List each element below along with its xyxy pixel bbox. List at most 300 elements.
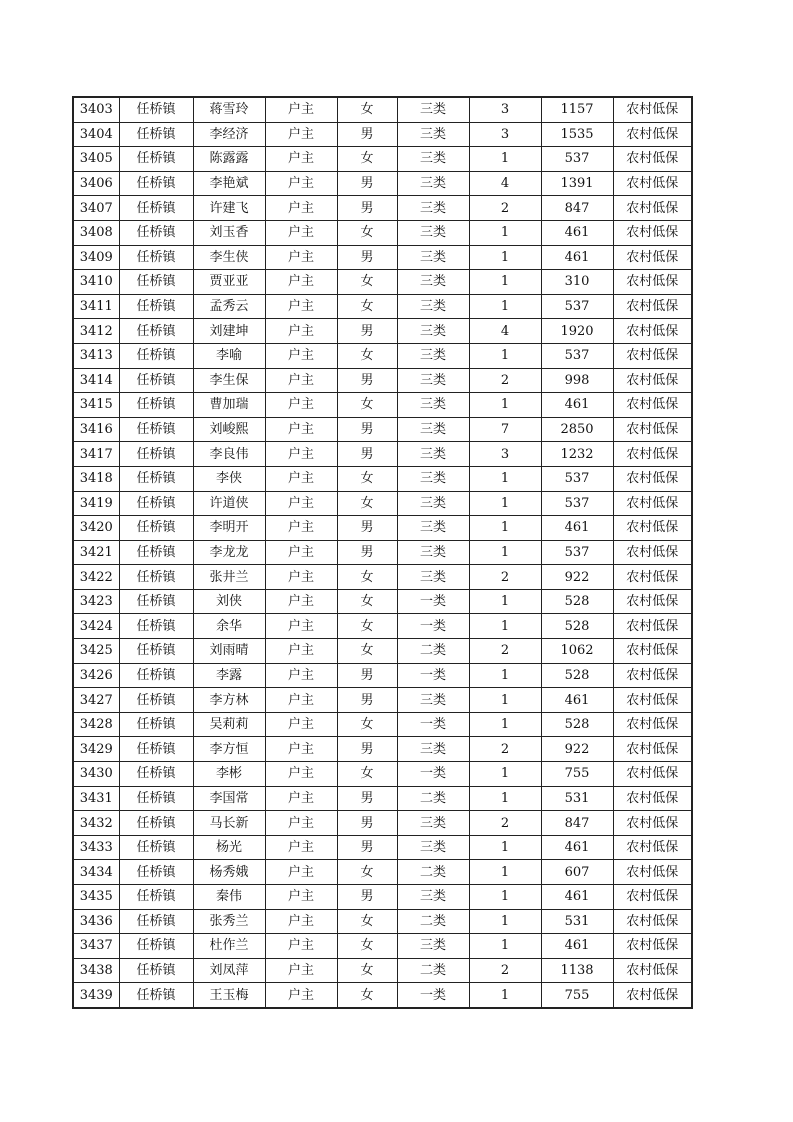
table-row: [73, 860, 692, 885]
table-row: [73, 417, 692, 442]
role-cell: 户主: [265, 147, 337, 172]
name-cell: 蒋雪玲: [193, 97, 265, 122]
assistance-type-cell: 农村低保: [613, 712, 692, 737]
gender-cell: 男: [337, 417, 397, 442]
household-size-cell: 1: [469, 786, 541, 811]
category-cell: 三类: [397, 442, 469, 467]
gender-cell: 女: [337, 712, 397, 737]
serial-cell: 3427: [73, 688, 119, 713]
household-size-cell: 1: [469, 589, 541, 614]
name-cell: 李生侠: [193, 245, 265, 270]
name-cell: 吴莉莉: [193, 712, 265, 737]
name-cell: 刘雨晴: [193, 639, 265, 664]
role-cell: 户主: [265, 565, 337, 590]
assistance-type-cell: 农村低保: [613, 860, 692, 885]
town-cell: 任桥镇: [119, 589, 193, 614]
role-cell: 户主: [265, 885, 337, 910]
category-cell: 一类: [397, 712, 469, 737]
gender-cell: 男: [337, 811, 397, 836]
role-cell: 户主: [265, 368, 337, 393]
gender-cell: 男: [337, 663, 397, 688]
assistance-type-cell: 农村低保: [613, 368, 692, 393]
category-cell: 二类: [397, 909, 469, 934]
name-cell: 刘侠: [193, 589, 265, 614]
serial-cell: 3424: [73, 614, 119, 639]
role-cell: 户主: [265, 196, 337, 221]
amount-cell: 528: [541, 614, 613, 639]
role-cell: 户主: [265, 958, 337, 983]
serial-cell: 3407: [73, 196, 119, 221]
table-row: [73, 393, 692, 418]
gender-cell: 男: [337, 196, 397, 221]
gender-cell: 女: [337, 762, 397, 787]
gender-cell: 女: [337, 97, 397, 122]
role-cell: 户主: [265, 171, 337, 196]
amount-cell: 461: [541, 516, 613, 541]
roster-table: [72, 96, 693, 1009]
assistance-type-cell: 农村低保: [613, 565, 692, 590]
serial-cell: 3431: [73, 786, 119, 811]
table-row: [73, 958, 692, 983]
household-size-cell: 2: [469, 639, 541, 664]
assistance-type-cell: 农村低保: [613, 466, 692, 491]
name-cell: 刘建坤: [193, 319, 265, 344]
amount-cell: 2850: [541, 417, 613, 442]
role-cell: 户主: [265, 442, 337, 467]
assistance-type-cell: 农村低保: [613, 909, 692, 934]
table-row: [73, 639, 692, 664]
town-cell: 任桥镇: [119, 811, 193, 836]
name-cell: 许建飞: [193, 196, 265, 221]
category-cell: 三类: [397, 294, 469, 319]
gender-cell: 女: [337, 220, 397, 245]
category-cell: 三类: [397, 835, 469, 860]
household-size-cell: 1: [469, 983, 541, 1008]
role-cell: 户主: [265, 860, 337, 885]
category-cell: 三类: [397, 122, 469, 147]
amount-cell: 1232: [541, 442, 613, 467]
category-cell: 二类: [397, 639, 469, 664]
gender-cell: 男: [337, 442, 397, 467]
gender-cell: 女: [337, 491, 397, 516]
gender-cell: 男: [337, 786, 397, 811]
table-row: [73, 491, 692, 516]
amount-cell: 461: [541, 220, 613, 245]
household-size-cell: 4: [469, 319, 541, 344]
town-cell: 任桥镇: [119, 762, 193, 787]
household-size-cell: 7: [469, 417, 541, 442]
role-cell: 户主: [265, 712, 337, 737]
town-cell: 任桥镇: [119, 737, 193, 762]
town-cell: 任桥镇: [119, 614, 193, 639]
gender-cell: 女: [337, 565, 397, 590]
serial-cell: 3416: [73, 417, 119, 442]
table-row: [73, 245, 692, 270]
household-size-cell: 3: [469, 97, 541, 122]
household-size-cell: 1: [469, 220, 541, 245]
amount-cell: 998: [541, 368, 613, 393]
role-cell: 户主: [265, 589, 337, 614]
serial-cell: 3421: [73, 540, 119, 565]
name-cell: 李龙龙: [193, 540, 265, 565]
table-row: [73, 294, 692, 319]
name-cell: 孟秀云: [193, 294, 265, 319]
amount-cell: 461: [541, 245, 613, 270]
serial-cell: 3433: [73, 835, 119, 860]
assistance-type-cell: 农村低保: [613, 934, 692, 959]
amount-cell: 461: [541, 688, 613, 713]
serial-cell: 3430: [73, 762, 119, 787]
name-cell: 曹加瑞: [193, 393, 265, 418]
assistance-type-cell: 农村低保: [613, 835, 692, 860]
serial-cell: 3404: [73, 122, 119, 147]
role-cell: 户主: [265, 762, 337, 787]
name-cell: 杨秀娥: [193, 860, 265, 885]
household-size-cell: 1: [469, 614, 541, 639]
amount-cell: 1138: [541, 958, 613, 983]
role-cell: 户主: [265, 417, 337, 442]
role-cell: 户主: [265, 663, 337, 688]
category-cell: 三类: [397, 811, 469, 836]
town-cell: 任桥镇: [119, 835, 193, 860]
role-cell: 户主: [265, 835, 337, 860]
town-cell: 任桥镇: [119, 786, 193, 811]
role-cell: 户主: [265, 294, 337, 319]
household-size-cell: 1: [469, 663, 541, 688]
amount-cell: 537: [541, 147, 613, 172]
town-cell: 任桥镇: [119, 171, 193, 196]
table-row: [73, 270, 692, 295]
assistance-type-cell: 农村低保: [613, 737, 692, 762]
serial-cell: 3411: [73, 294, 119, 319]
household-size-cell: 1: [469, 343, 541, 368]
town-cell: 任桥镇: [119, 196, 193, 221]
amount-cell: 461: [541, 934, 613, 959]
table-row: [73, 442, 692, 467]
gender-cell: 男: [337, 368, 397, 393]
table-row: [73, 835, 692, 860]
household-size-cell: 1: [469, 860, 541, 885]
name-cell: 张井兰: [193, 565, 265, 590]
serial-cell: 3403: [73, 97, 119, 122]
household-size-cell: 2: [469, 196, 541, 221]
category-cell: 三类: [397, 393, 469, 418]
gender-cell: 男: [337, 688, 397, 713]
amount-cell: 922: [541, 565, 613, 590]
amount-cell: 461: [541, 835, 613, 860]
household-size-cell: 1: [469, 466, 541, 491]
household-size-cell: 1: [469, 762, 541, 787]
household-size-cell: 1: [469, 712, 541, 737]
category-cell: 三类: [397, 97, 469, 122]
household-size-cell: 1: [469, 934, 541, 959]
role-cell: 户主: [265, 811, 337, 836]
serial-cell: 3435: [73, 885, 119, 910]
role-cell: 户主: [265, 688, 337, 713]
name-cell: 杨光: [193, 835, 265, 860]
role-cell: 户主: [265, 516, 337, 541]
gender-cell: 男: [337, 540, 397, 565]
table-row: [73, 885, 692, 910]
household-size-cell: 1: [469, 835, 541, 860]
town-cell: 任桥镇: [119, 540, 193, 565]
household-size-cell: 2: [469, 737, 541, 762]
serial-cell: 3413: [73, 343, 119, 368]
role-cell: 户主: [265, 614, 337, 639]
assistance-type-cell: 农村低保: [613, 171, 692, 196]
serial-cell: 3422: [73, 565, 119, 590]
role-cell: 户主: [265, 786, 337, 811]
role-cell: 户主: [265, 540, 337, 565]
serial-cell: 3414: [73, 368, 119, 393]
household-size-cell: 1: [469, 294, 541, 319]
category-cell: 二类: [397, 958, 469, 983]
assistance-type-cell: 农村低保: [613, 220, 692, 245]
table-row: [73, 516, 692, 541]
amount-cell: 528: [541, 712, 613, 737]
category-cell: 二类: [397, 786, 469, 811]
amount-cell: 847: [541, 196, 613, 221]
household-size-cell: 1: [469, 491, 541, 516]
name-cell: 李国常: [193, 786, 265, 811]
role-cell: 户主: [265, 737, 337, 762]
serial-cell: 3419: [73, 491, 119, 516]
town-cell: 任桥镇: [119, 319, 193, 344]
town-cell: 任桥镇: [119, 417, 193, 442]
amount-cell: 755: [541, 983, 613, 1008]
household-size-cell: 4: [469, 171, 541, 196]
amount-cell: 922: [541, 737, 613, 762]
assistance-type-cell: 农村低保: [613, 688, 692, 713]
category-cell: 三类: [397, 245, 469, 270]
household-size-cell: 1: [469, 885, 541, 910]
role-cell: 户主: [265, 122, 337, 147]
town-cell: 任桥镇: [119, 860, 193, 885]
category-cell: 三类: [397, 417, 469, 442]
town-cell: 任桥镇: [119, 147, 193, 172]
table-row: [73, 712, 692, 737]
name-cell: 李艳斌: [193, 171, 265, 196]
name-cell: 李经济: [193, 122, 265, 147]
category-cell: 三类: [397, 516, 469, 541]
category-cell: 三类: [397, 319, 469, 344]
table-row: [73, 466, 692, 491]
household-size-cell: 2: [469, 565, 541, 590]
assistance-type-cell: 农村低保: [613, 319, 692, 344]
serial-cell: 3438: [73, 958, 119, 983]
serial-cell: 3418: [73, 466, 119, 491]
household-size-cell: 1: [469, 516, 541, 541]
gender-cell: 男: [337, 516, 397, 541]
serial-cell: 3436: [73, 909, 119, 934]
amount-cell: 1157: [541, 97, 613, 122]
category-cell: 三类: [397, 688, 469, 713]
town-cell: 任桥镇: [119, 97, 193, 122]
town-cell: 任桥镇: [119, 122, 193, 147]
gender-cell: 女: [337, 909, 397, 934]
household-size-cell: 1: [469, 245, 541, 270]
serial-cell: 3437: [73, 934, 119, 959]
town-cell: 任桥镇: [119, 294, 193, 319]
name-cell: 刘凤萍: [193, 958, 265, 983]
serial-cell: 3417: [73, 442, 119, 467]
assistance-type-cell: 农村低保: [613, 393, 692, 418]
assistance-type-cell: 农村低保: [613, 417, 692, 442]
gender-cell: 女: [337, 466, 397, 491]
town-cell: 任桥镇: [119, 245, 193, 270]
category-cell: 三类: [397, 565, 469, 590]
town-cell: 任桥镇: [119, 934, 193, 959]
amount-cell: 531: [541, 786, 613, 811]
town-cell: 任桥镇: [119, 393, 193, 418]
table-row: [73, 589, 692, 614]
gender-cell: 女: [337, 270, 397, 295]
gender-cell: 男: [337, 245, 397, 270]
table-row: [73, 565, 692, 590]
gender-cell: 男: [337, 835, 397, 860]
table-row: [73, 196, 692, 221]
amount-cell: 528: [541, 663, 613, 688]
serial-cell: 3409: [73, 245, 119, 270]
town-cell: 任桥镇: [119, 909, 193, 934]
name-cell: 李露: [193, 663, 265, 688]
household-size-cell: 3: [469, 442, 541, 467]
household-size-cell: 1: [469, 909, 541, 934]
name-cell: 马长新: [193, 811, 265, 836]
assistance-type-cell: 农村低保: [613, 885, 692, 910]
household-size-cell: 1: [469, 688, 541, 713]
name-cell: 杜作兰: [193, 934, 265, 959]
gender-cell: 女: [337, 393, 397, 418]
table-row: [73, 97, 692, 122]
amount-cell: 531: [541, 909, 613, 934]
name-cell: 李明开: [193, 516, 265, 541]
category-cell: 三类: [397, 196, 469, 221]
serial-cell: 3432: [73, 811, 119, 836]
category-cell: 一类: [397, 589, 469, 614]
assistance-type-cell: 农村低保: [613, 270, 692, 295]
category-cell: 三类: [397, 540, 469, 565]
category-cell: 三类: [397, 171, 469, 196]
gender-cell: 女: [337, 589, 397, 614]
serial-cell: 3408: [73, 220, 119, 245]
table-row: [73, 220, 692, 245]
table-row: [73, 663, 692, 688]
category-cell: 三类: [397, 270, 469, 295]
amount-cell: 607: [541, 860, 613, 885]
table-row: [73, 983, 692, 1008]
name-cell: 李喻: [193, 343, 265, 368]
table-row: [73, 614, 692, 639]
assistance-type-cell: 农村低保: [613, 491, 692, 516]
gender-cell: 女: [337, 614, 397, 639]
category-cell: 三类: [397, 934, 469, 959]
amount-cell: 1920: [541, 319, 613, 344]
assistance-type-cell: 农村低保: [613, 245, 692, 270]
category-cell: 三类: [397, 491, 469, 516]
assistance-type-cell: 农村低保: [613, 294, 692, 319]
town-cell: 任桥镇: [119, 983, 193, 1008]
name-cell: 贾亚亚: [193, 270, 265, 295]
table-row: [73, 737, 692, 762]
assistance-type-cell: 农村低保: [613, 663, 692, 688]
name-cell: 李侠: [193, 466, 265, 491]
serial-cell: 3405: [73, 147, 119, 172]
gender-cell: 女: [337, 934, 397, 959]
town-cell: 任桥镇: [119, 442, 193, 467]
role-cell: 户主: [265, 983, 337, 1008]
gender-cell: 女: [337, 639, 397, 664]
gender-cell: 男: [337, 737, 397, 762]
name-cell: 李生保: [193, 368, 265, 393]
role-cell: 户主: [265, 393, 337, 418]
category-cell: 三类: [397, 147, 469, 172]
assistance-type-cell: 农村低保: [613, 540, 692, 565]
category-cell: 一类: [397, 983, 469, 1008]
serial-cell: 3415: [73, 393, 119, 418]
serial-cell: 3406: [73, 171, 119, 196]
assistance-type-cell: 农村低保: [613, 762, 692, 787]
name-cell: 刘峻熙: [193, 417, 265, 442]
category-cell: 三类: [397, 368, 469, 393]
town-cell: 任桥镇: [119, 466, 193, 491]
amount-cell: 537: [541, 491, 613, 516]
category-cell: 三类: [397, 885, 469, 910]
amount-cell: 537: [541, 466, 613, 491]
table-row: [73, 934, 692, 959]
town-cell: 任桥镇: [119, 491, 193, 516]
category-cell: 一类: [397, 614, 469, 639]
amount-cell: 537: [541, 540, 613, 565]
role-cell: 户主: [265, 639, 337, 664]
household-size-cell: 1: [469, 393, 541, 418]
gender-cell: 女: [337, 860, 397, 885]
role-cell: 户主: [265, 909, 337, 934]
table-row: [73, 319, 692, 344]
assistance-type-cell: 农村低保: [613, 614, 692, 639]
gender-cell: 女: [337, 343, 397, 368]
household-size-cell: 2: [469, 811, 541, 836]
role-cell: 户主: [265, 220, 337, 245]
assistance-type-cell: 农村低保: [613, 811, 692, 836]
serial-cell: 3423: [73, 589, 119, 614]
amount-cell: 461: [541, 885, 613, 910]
table-row: [73, 171, 692, 196]
table-row: [73, 343, 692, 368]
amount-cell: 461: [541, 393, 613, 418]
category-cell: 一类: [397, 762, 469, 787]
assistance-type-cell: 农村低保: [613, 97, 692, 122]
role-cell: 户主: [265, 343, 337, 368]
gender-cell: 女: [337, 958, 397, 983]
table-row: [73, 122, 692, 147]
amount-cell: 755: [541, 762, 613, 787]
town-cell: 任桥镇: [119, 712, 193, 737]
assistance-type-cell: 农村低保: [613, 983, 692, 1008]
town-cell: 任桥镇: [119, 565, 193, 590]
category-cell: 一类: [397, 663, 469, 688]
assistance-type-cell: 农村低保: [613, 786, 692, 811]
household-size-cell: 2: [469, 368, 541, 393]
household-size-cell: 2: [469, 958, 541, 983]
town-cell: 任桥镇: [119, 639, 193, 664]
household-size-cell: 1: [469, 540, 541, 565]
category-cell: 二类: [397, 860, 469, 885]
amount-cell: 1391: [541, 171, 613, 196]
town-cell: 任桥镇: [119, 516, 193, 541]
town-cell: 任桥镇: [119, 220, 193, 245]
name-cell: 李方林: [193, 688, 265, 713]
